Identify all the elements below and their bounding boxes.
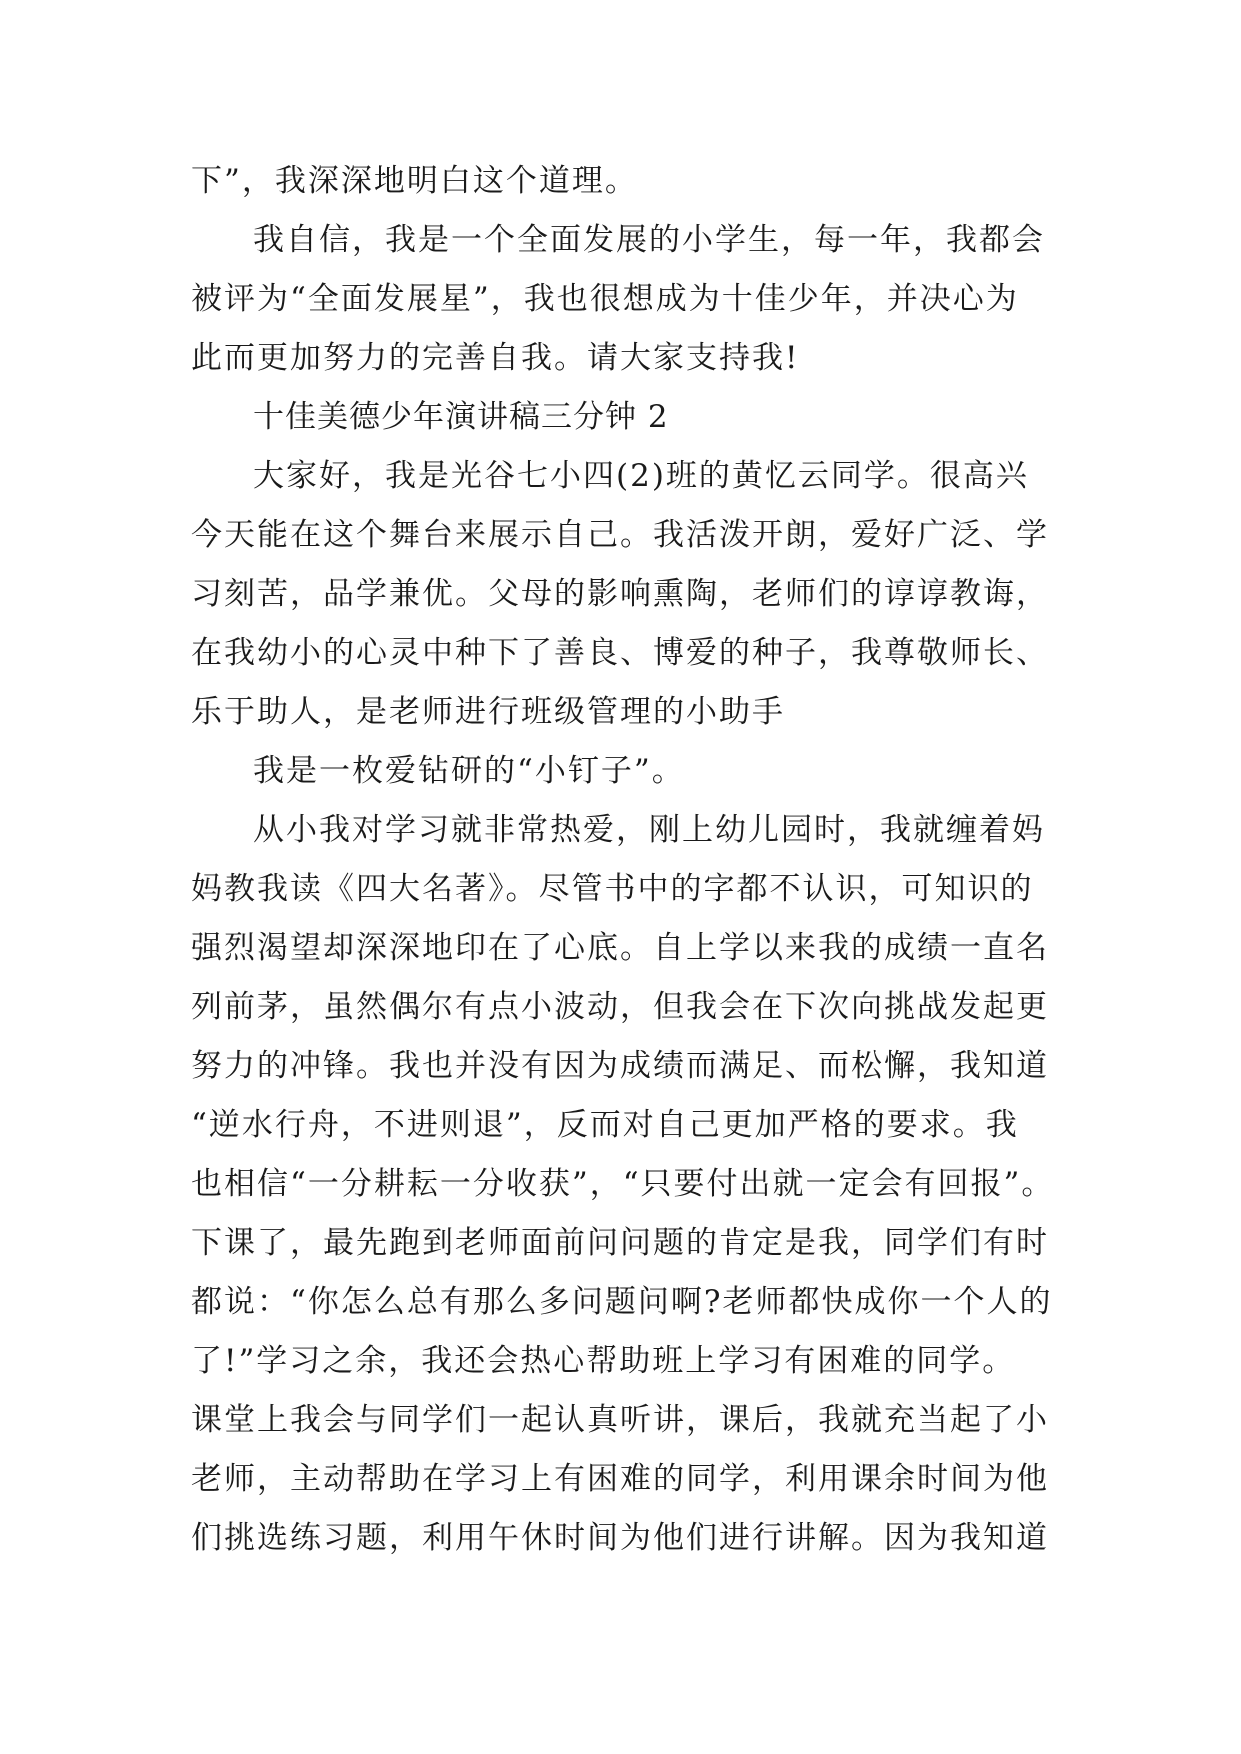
section-heading: 十佳美德少年演讲稿三分钟 2 xyxy=(253,399,669,435)
text-line: 下”，我深深地明白这个道理。 xyxy=(191,163,638,199)
document-body xyxy=(191,152,1061,1568)
text-line: 老师，主动帮助在学习上有困难的同学，利用课余时间为他 xyxy=(191,1461,1049,1497)
text-line: 课堂上我会与同学们一起认真听讲，课后，我就充当起了小 xyxy=(191,1402,1049,1438)
text-line: 强烈渴望却深深地印在了心底。自上学以来我的成绩一直名 xyxy=(191,930,1049,966)
paragraph-start-line: 我自信，我是一个全面发展的小学生，每一年，我都会 xyxy=(253,222,1045,258)
text-line: 们挑选练习题，利用午休时间为他们进行讲解。因为我知道 xyxy=(191,1520,1049,1556)
text-line: 了!”学习之余，我还会热心帮助班上学习有困难的同学。 xyxy=(191,1343,1016,1379)
text-line: 都说：“你怎么总有那么多问题问啊?老师都快成你一个人的 xyxy=(191,1284,1053,1320)
text-line: “逆水行舟，不进则退”，反而对自己更加严格的要求。我 xyxy=(191,1107,1019,1143)
text-line: 妈教我读《四大名著》。尽管书中的字都不认识，可知识的 xyxy=(191,871,1034,907)
text-line: 下课了，最先跑到老师面前问问题的肯定是我，同学们有时 xyxy=(191,1225,1049,1261)
text-line: 习刻苦，品学兼优。父母的影响熏陶，老师们的谆谆教诲， xyxy=(191,576,1049,612)
paragraph-start-line: 从小我对学习就非常热爱，刚上幼儿园时，我就缠着妈 xyxy=(253,812,1045,848)
text-line: 今天能在这个舞台来展示自己。我活泼开朗，爱好广泛、学 xyxy=(191,517,1049,553)
text-line: 努力的冲锋。我也并没有因为成绩而满足、而松懈，我知道 xyxy=(191,1048,1049,1084)
text-line: 列前茅，虽然偶尔有点小波动，但我会在下次向挑战发起更 xyxy=(191,989,1049,1025)
text-line: 也相信“一分耕耘一分收获”，“只要付出就一定会有回报”。 xyxy=(191,1166,1055,1202)
text-line: 此而更加努力的完善自我。请大家支持我! xyxy=(191,340,800,376)
text-line: 被评为“全面发展星”，我也很想成为十佳少年，并决心为 xyxy=(191,281,1019,317)
text-line: 在我幼小的心灵中种下了善良、博爱的种子，我尊敬师长、 xyxy=(191,635,1049,671)
paragraph-start-line: 大家好，我是光谷七小四(2)班的黄忆云同学。很高兴 xyxy=(253,458,1029,494)
text-line: 乐于助人，是老师进行班级管理的小助手 xyxy=(191,694,785,730)
paragraph-start-line: 我是一枚爱钻研的“小钉子”。 xyxy=(253,753,685,789)
